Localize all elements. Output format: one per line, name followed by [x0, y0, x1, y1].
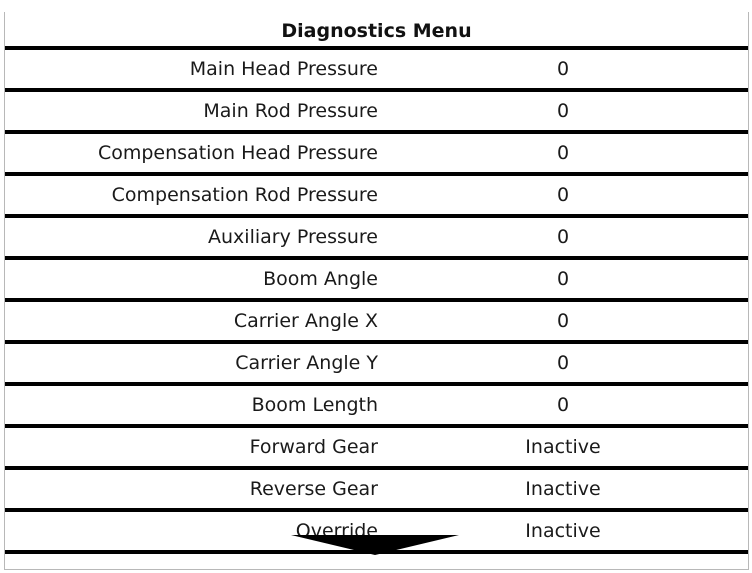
row-value: 0 — [556, 394, 570, 416]
row-value: 0 — [556, 142, 570, 164]
diagnostic-row-carrier-angle-y — [5, 340, 748, 382]
diagnostics-panel — [4, 12, 749, 570]
row-value: 0 — [556, 310, 570, 332]
row-value: 0 — [556, 58, 570, 80]
diagnostic-row-compensation-head-pressure — [5, 130, 748, 172]
scroll-down-arrow-icon[interactable] — [291, 535, 459, 555]
diagnostic-row-forward-gear — [5, 424, 748, 466]
diagnostic-row-boom-angle — [5, 256, 748, 298]
diagnostic-row-main-rod-pressure — [5, 88, 748, 130]
row-label: Main Rod Pressure — [203, 100, 378, 122]
row-label: Compensation Head Pressure — [97, 142, 378, 164]
row-value: 0 — [556, 268, 570, 290]
row-value: Inactive — [525, 520, 601, 542]
row-label: Override — [295, 520, 378, 542]
row-value: Inactive — [525, 478, 601, 500]
diagnostic-row-compensation-rod-pressure — [5, 172, 748, 214]
diagnostic-row-boom-length — [5, 382, 748, 424]
row-label: Main Head Pressure — [189, 58, 378, 80]
row-label: Forward Gear — [249, 436, 378, 458]
row-label: Compensation Rod Pressure — [111, 184, 378, 206]
row-label: Boom Length — [251, 394, 378, 416]
row-label: Carrier Angle Y — [235, 352, 378, 374]
diagnostic-row-auxiliary-pressure — [5, 214, 748, 256]
row-label: Boom Angle — [263, 268, 378, 290]
diagnostic-row-carrier-angle-x — [5, 298, 748, 340]
row-label: Reverse Gear — [249, 478, 378, 500]
page-title: Diagnostics Menu — [281, 20, 472, 42]
diagnostic-row-reverse-gear — [5, 466, 748, 508]
row-value: 0 — [556, 226, 570, 248]
row-label: Carrier Angle X — [233, 310, 378, 332]
row-value: Inactive — [525, 436, 601, 458]
diagnostic-row-main-head-pressure — [5, 46, 748, 88]
row-label: Auxiliary Pressure — [208, 226, 378, 248]
row-value: 0 — [556, 100, 570, 122]
row-value: 0 — [556, 352, 570, 374]
row-value: 0 — [556, 184, 570, 206]
